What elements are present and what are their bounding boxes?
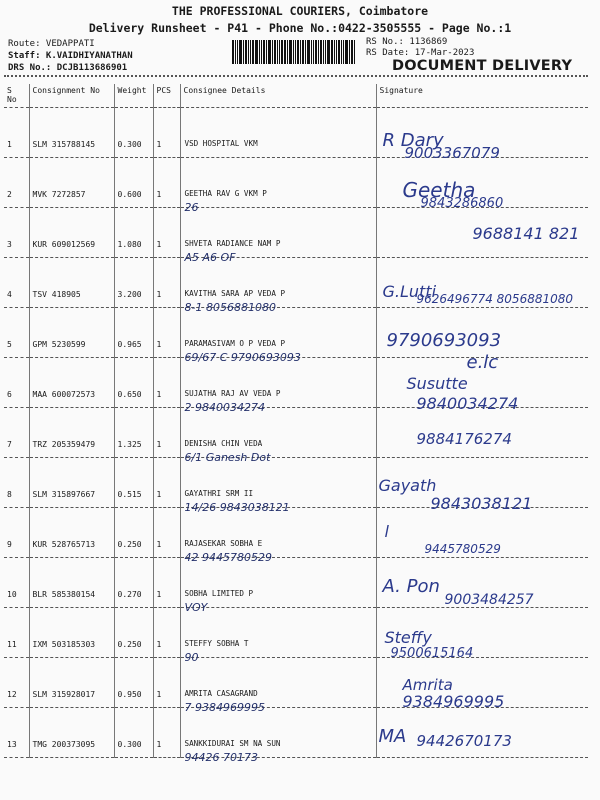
- weight-cell-wrap: [114, 158, 153, 208]
- consignee-cell: [181, 208, 376, 264]
- handwritten-phone: 9442670173: [416, 732, 512, 750]
- pcs-cell-wrap: [153, 258, 180, 308]
- sno-cell-wrap: [4, 508, 29, 558]
- pcs-cell-wrap: [153, 408, 180, 458]
- pcs-cell: 1: [156, 690, 162, 699]
- pcs-cell: 1: [156, 590, 162, 599]
- pcs-cell: 1: [156, 490, 162, 499]
- consignee-name: AMRITA CASAGRAND: [184, 689, 258, 698]
- weight-cell: 0.950: [117, 690, 142, 699]
- handwritten-signature: Susutte: [406, 374, 468, 393]
- barcode-bar: [307, 40, 310, 64]
- pcs-cell-wrap: [153, 658, 180, 708]
- handwritten-note: 14/26 9843038121: [184, 501, 290, 514]
- barcode-bar: [297, 40, 299, 64]
- barcode-bar: [250, 40, 251, 64]
- consignee-cell: [181, 258, 376, 314]
- consignment-cell: KUR 528765713: [32, 540, 96, 549]
- col-header-consignee: Consignee Details: [180, 84, 376, 108]
- sno-cell-wrap: [4, 558, 29, 608]
- pcs-cell-wrap: [153, 508, 180, 558]
- barcode-bar: [327, 40, 330, 64]
- signature-cell: [376, 158, 588, 211]
- consignee-cell-wrap: [180, 408, 376, 464]
- consignee-cell: [181, 308, 376, 364]
- consignment-cell: IXM 503185303: [32, 640, 96, 649]
- sno-cell-wrap: [4, 358, 29, 408]
- table-row: [4, 508, 588, 558]
- handwritten-note: 7 9384969995: [184, 701, 265, 714]
- sno-cell: 11: [7, 640, 17, 649]
- sno-cell: 1: [7, 140, 12, 149]
- barcode-bar: [313, 40, 314, 64]
- handwritten-note: 94426 70173: [184, 751, 258, 764]
- pcs-cell-wrap: [153, 458, 180, 508]
- handwritten-phone: 9003367079: [404, 144, 500, 162]
- consignee-cell-wrap: [180, 508, 376, 564]
- consignment-cell: BLR 585380154: [32, 590, 96, 599]
- consignment-cell: TRZ 205359479: [32, 440, 96, 449]
- sno-cell: 6: [7, 390, 12, 399]
- barcode-bar: [302, 40, 304, 64]
- consignee-cell: [181, 658, 376, 714]
- consignee-cell-wrap: [180, 308, 376, 364]
- barcode-bar: [245, 40, 247, 64]
- consignee-cell: [181, 508, 376, 564]
- weight-cell: 0.300: [117, 740, 142, 749]
- handwritten-phone: 9500615164: [390, 646, 474, 661]
- consignment-cell: TMG 200373095: [32, 740, 96, 749]
- consignment-cell-wrap: [29, 308, 114, 358]
- weight-cell: 0.300: [117, 140, 142, 149]
- weight-cell: 1.325: [117, 440, 142, 449]
- consignee-cell-wrap: [180, 158, 376, 214]
- consignment-cell-wrap: [29, 658, 114, 708]
- handwritten-note: 42 9445780529: [184, 551, 272, 564]
- barcode-bar: [279, 40, 280, 64]
- signature-cell: [376, 708, 588, 758]
- barcode-bar: [343, 40, 344, 64]
- rs-date: RS Date: 17-Mar-2023: [366, 48, 475, 58]
- consignment-cell: TSV 418905: [32, 290, 81, 299]
- table-header-row: [4, 84, 588, 108]
- weight-cell: 0.515: [117, 490, 142, 499]
- pcs-cell-wrap: [153, 358, 180, 408]
- handwritten-phone: 9626496774 8056881080: [416, 292, 574, 306]
- consignee-cell: [181, 158, 376, 214]
- rs-number: RS No.: 1136869: [366, 37, 448, 47]
- consignment-cell-wrap: [29, 408, 114, 458]
- barcode-bar: [281, 40, 283, 64]
- barcode-bar: [295, 40, 296, 64]
- consignee-cell: [181, 408, 376, 464]
- consignee-name: SUJATHA RAJ AV VEDA P: [184, 389, 281, 398]
- header-right-block: [366, 37, 474, 59]
- consignment-cell: KUR 609012569: [32, 240, 96, 249]
- sno-cell-wrap: [4, 708, 29, 758]
- table-row: [4, 108, 588, 158]
- table-row: [4, 458, 588, 508]
- weight-cell-wrap: [114, 458, 153, 508]
- table-row: [4, 158, 588, 208]
- weight-cell-wrap: [114, 508, 153, 558]
- barcode-bar: [243, 40, 244, 64]
- handwritten-phone: 9840034274: [416, 394, 519, 413]
- barcode-bar: [255, 40, 258, 64]
- consignee-cell-wrap: [180, 208, 376, 264]
- weight-cell: 0.250: [117, 640, 142, 649]
- signature-cell: [376, 358, 588, 413]
- table-row: [4, 408, 588, 458]
- table-row: [4, 258, 588, 308]
- pcs-cell-wrap: [153, 308, 180, 358]
- table-row: [4, 708, 588, 758]
- barcode-bar: [315, 40, 317, 64]
- barcode-bar: [311, 40, 312, 64]
- pcs-cell: 1: [156, 640, 162, 649]
- handwritten-signature: Steffy: [384, 628, 432, 647]
- barcode-bar: [289, 40, 292, 64]
- pcs-cell: 1: [156, 740, 162, 749]
- consignee-cell-wrap: [180, 258, 376, 314]
- table-row: [4, 658, 588, 708]
- barcode-bar: [325, 40, 326, 64]
- barcode-bar: [239, 40, 242, 64]
- barcode-bar: [272, 40, 273, 64]
- handwritten-phone: 9688141 821: [472, 224, 580, 243]
- sno-cell-wrap: [4, 208, 29, 258]
- handwritten-note: 2 9840034274: [184, 401, 265, 414]
- pcs-cell-wrap: [153, 158, 180, 208]
- sno-cell: 10: [7, 590, 17, 599]
- barcode-bar: [287, 40, 288, 64]
- barcode-bar: [261, 40, 262, 64]
- barcode-bar: [300, 40, 301, 64]
- pcs-cell: 1: [156, 390, 162, 399]
- weight-cell-wrap: [114, 108, 153, 158]
- consignee-name: KAVITHA SARA AP VEDA P: [184, 289, 286, 298]
- consignment-cell-wrap: [29, 508, 114, 558]
- sno-cell-wrap: [4, 458, 29, 508]
- handwritten-note: 69/67 C 9790693093: [184, 351, 301, 364]
- barcode-bar: [263, 40, 265, 64]
- pcs-cell: 1: [156, 290, 162, 299]
- signature-cell: [376, 408, 588, 458]
- barcode-bar: [338, 40, 340, 64]
- barcode-image: [232, 40, 356, 64]
- handwritten-signature: A. Pon: [382, 576, 440, 597]
- signature-cell: [376, 108, 588, 162]
- col-header-weight: Weight: [114, 84, 153, 108]
- sno-cell: 13: [7, 740, 17, 749]
- sno-cell: 4: [7, 290, 12, 299]
- handwritten-signature: Amrita: [402, 676, 453, 694]
- signature-cell: [376, 458, 588, 513]
- weight-cell-wrap: [114, 658, 153, 708]
- barcode-bar: [345, 40, 348, 64]
- consignment-cell: MAA 600072573: [32, 390, 96, 399]
- handwritten-signature: Gayath: [378, 476, 437, 495]
- route-label: Route: VEDAPPATI: [8, 39, 95, 49]
- header-left-block: [8, 38, 133, 74]
- barcode-bar: [266, 40, 267, 64]
- sno-cell: 5: [7, 340, 12, 349]
- signature-cell: [376, 608, 588, 661]
- col-header-consignment: Consignment No: [29, 84, 114, 108]
- handwritten-signature: e.lc: [466, 352, 499, 373]
- consignee-cell-wrap: [180, 608, 376, 664]
- handwritten-phone: 9445780529: [424, 542, 501, 556]
- barcode-bar: [351, 40, 353, 64]
- barcode-bar: [235, 40, 236, 64]
- consignment-cell-wrap: [29, 108, 114, 158]
- barcode-bar: [237, 40, 238, 64]
- pcs-cell: 1: [156, 240, 162, 249]
- signature-cell: [376, 208, 588, 258]
- barcode-bar: [349, 40, 350, 64]
- sno-cell-wrap: [4, 308, 29, 358]
- handwritten-note: 26: [184, 201, 199, 214]
- pcs-cell-wrap: [153, 558, 180, 608]
- consignee-name: PARAMASIVAM O P VEDA P: [184, 339, 286, 348]
- barcode-bar: [336, 40, 337, 64]
- barcode-bar: [354, 40, 355, 64]
- handwritten-note: A5 A6 OF: [184, 251, 236, 264]
- consignment-cell: SLM 315788145: [32, 140, 96, 149]
- sno-cell-wrap: [4, 158, 29, 208]
- handwritten-signature: MA: [378, 726, 407, 747]
- consignee-name: DENISHA CHIN VEDA: [184, 439, 263, 448]
- signature-cell: [376, 558, 588, 608]
- weight-cell: 0.250: [117, 540, 142, 549]
- sno-cell-wrap: [4, 258, 29, 308]
- sno-cell: 3: [7, 240, 12, 249]
- consignment-cell-wrap: [29, 258, 114, 308]
- barcode-bar: [323, 40, 324, 64]
- weight-cell-wrap: [114, 258, 153, 308]
- weight-cell-wrap: [114, 608, 153, 658]
- weight-cell: 1.080: [117, 240, 142, 249]
- barcode-bar: [305, 40, 306, 64]
- consignee-cell: [181, 558, 376, 614]
- consignee-cell-wrap: [180, 658, 376, 714]
- barcode-bar: [341, 40, 342, 64]
- signature-cell: [376, 308, 588, 373]
- weight-cell: 0.600: [117, 190, 142, 199]
- sno-cell: 2: [7, 190, 12, 199]
- consignee-cell-wrap: [180, 558, 376, 614]
- consignment-cell-wrap: [29, 558, 114, 608]
- consignee-cell: [181, 108, 376, 156]
- consignment-cell-wrap: [29, 208, 114, 258]
- handwritten-note: VOY: [184, 601, 208, 614]
- consignment-cell-wrap: [29, 608, 114, 658]
- handwritten-phone: 9884176274: [416, 430, 512, 448]
- consignee-cell: [181, 708, 376, 764]
- consignment-cell-wrap: [29, 458, 114, 508]
- handwritten-phone: 9384969995: [402, 692, 505, 711]
- handwritten-phone: 9790693093: [386, 330, 502, 351]
- table-row: [4, 308, 588, 358]
- pcs-cell: 1: [156, 140, 162, 149]
- weight-cell: 0.270: [117, 590, 142, 599]
- weight-cell-wrap: [114, 208, 153, 258]
- table-row: [4, 358, 588, 408]
- delivery-table: [4, 84, 588, 764]
- pcs-cell: 1: [156, 440, 162, 449]
- handwritten-phone: 9843038121: [430, 494, 533, 513]
- consignment-cell: MVK 7272857: [32, 190, 86, 199]
- col-header-pcs: PCS: [153, 84, 180, 108]
- sno-cell-wrap: [4, 658, 29, 708]
- signature-cell: [376, 658, 588, 711]
- weight-cell-wrap: [114, 558, 153, 608]
- sno-cell-wrap: [4, 108, 29, 158]
- handwritten-note: 8-1 8056881080: [184, 301, 276, 314]
- consignment-cell: SLM 315897667: [32, 490, 96, 499]
- consignee-name: VSD HOSPITAL VKM: [184, 139, 258, 148]
- consignment-cell: GPM 5230599: [32, 340, 86, 349]
- barcode-bar: [334, 40, 335, 64]
- weight-cell-wrap: [114, 408, 153, 458]
- handwritten-signature: R Dary: [382, 130, 444, 151]
- barcode-bar: [284, 40, 286, 64]
- document-delivery-label: DOCUMENT DELIVERY: [392, 58, 573, 74]
- consignee-cell: [181, 608, 376, 664]
- barcode-bar: [259, 40, 260, 64]
- col-header-sno: S No: [4, 84, 29, 108]
- sno-cell: 9: [7, 540, 12, 549]
- handwritten-signature: G.Lutti: [382, 282, 437, 301]
- consignment-cell-wrap: [29, 358, 114, 408]
- col-header-signature: Signature: [376, 84, 588, 108]
- sno-cell-wrap: [4, 608, 29, 658]
- table-row: [4, 208, 588, 258]
- barcode-bar: [318, 40, 319, 64]
- consignment-cell-wrap: [29, 708, 114, 758]
- handwritten-phone: 9843286860: [420, 196, 504, 211]
- barcode-bar: [293, 40, 294, 64]
- pcs-cell: 1: [156, 190, 162, 199]
- table-row: [4, 608, 588, 658]
- consignment-cell-wrap: [29, 158, 114, 208]
- consignee-cell-wrap: [180, 108, 376, 158]
- pcs-cell-wrap: [153, 108, 180, 158]
- consignee-name: STEFFY SOBHA T: [184, 639, 249, 648]
- consignee-name: SHVETA RADIANCE NAM P: [184, 239, 281, 248]
- consignee-name: SANKKIDURAI SM NA SUN: [184, 739, 281, 748]
- pcs-cell-wrap: [153, 608, 180, 658]
- consignee-name: GEETHA RAV G VKM P: [184, 189, 267, 198]
- table-row: [4, 558, 588, 608]
- consignee-name: RAJASEKAR SOBHA E: [184, 539, 263, 548]
- barcode-bar: [320, 40, 322, 64]
- weight-cell: 0.650: [117, 390, 142, 399]
- pcs-cell: 1: [156, 340, 162, 349]
- company-title: THE PROFESSIONAL COURIERS, Coimbatore: [171, 4, 429, 18]
- consignee-cell-wrap: [180, 458, 376, 514]
- consignee-cell: [181, 358, 376, 414]
- barcode-bar: [252, 40, 254, 64]
- drs-number: DRS No.: DCJB113686901: [8, 63, 128, 73]
- weight-cell-wrap: [114, 708, 153, 758]
- handwritten-phone: 9003484257: [444, 592, 534, 608]
- sno-cell: 7: [7, 440, 12, 449]
- consignee-cell-wrap: [180, 708, 376, 764]
- consignee-cell-wrap: [180, 358, 376, 414]
- sno-cell: 12: [7, 690, 17, 699]
- barcode-bar: [331, 40, 333, 64]
- sno-cell: 8: [7, 490, 12, 499]
- signature-cell: [376, 508, 588, 558]
- consignee-cell: [181, 458, 376, 514]
- weight-cell: 0.965: [117, 340, 142, 349]
- pcs-cell-wrap: [153, 208, 180, 258]
- sno-cell-wrap: [4, 408, 29, 458]
- consignee-name: SOBHA LIMITED P: [184, 589, 254, 598]
- weight-cell: 3.200: [117, 290, 142, 299]
- weight-cell-wrap: [114, 308, 153, 358]
- pcs-cell-wrap: [153, 708, 180, 758]
- header-divider: [4, 75, 588, 77]
- barcode-bar: [274, 40, 276, 64]
- signature-cell: [376, 258, 588, 308]
- barcode-bar: [277, 40, 278, 64]
- handwritten-signature: l: [384, 522, 389, 541]
- weight-cell-wrap: [114, 358, 153, 408]
- runsheet-subtitle: Delivery Runsheet - P41 - Phone No.:0422-3505555 - Page No.:1: [88, 21, 512, 35]
- handwritten-note: 90: [184, 651, 199, 664]
- barcode-bar: [248, 40, 249, 64]
- barcode-bar: [232, 40, 234, 64]
- consignee-name: GAYATHRI SRM II: [184, 489, 254, 498]
- consignment-cell: SLM 315928017: [32, 690, 96, 699]
- handwritten-signature: Geetha: [402, 178, 476, 202]
- pcs-cell: 1: [156, 540, 162, 549]
- staff-label: Staff: K.VAIDHIYANATHAN: [8, 51, 133, 61]
- barcode-bar: [268, 40, 271, 64]
- handwritten-note: 6/1 Ganesh Dot: [184, 451, 271, 464]
